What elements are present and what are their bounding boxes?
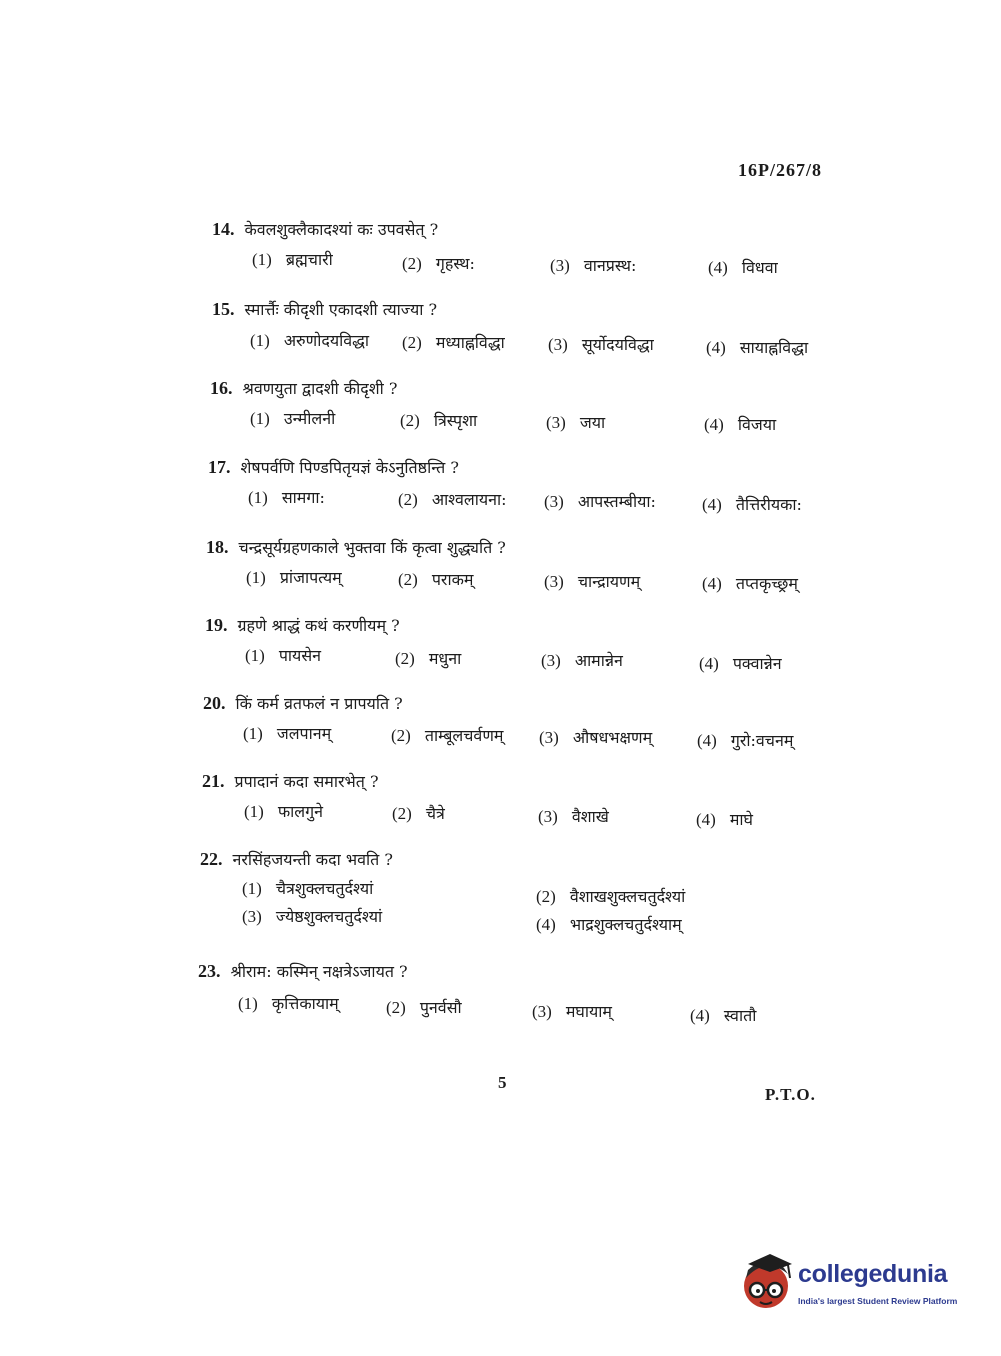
option-number: (4) (706, 338, 726, 357)
option-number: (1) (246, 568, 266, 587)
option-number: (3) (532, 1002, 552, 1021)
question-text: श्रीराम: कस्मिन् नक्षत्रेऽजायत ? (230, 962, 408, 981)
option-4 (699, 652, 782, 674)
option-number: (3) (544, 492, 564, 511)
option-3 (550, 254, 636, 276)
option-3 (548, 333, 654, 355)
page-number: 5 (498, 1073, 507, 1092)
option-4 (702, 572, 798, 594)
option-2 (398, 568, 473, 590)
option-text: मघायाम् (565, 1002, 612, 1021)
option-text: कृत्तिकायाम् (271, 994, 339, 1013)
paper-code: 16P/267/8 (738, 160, 822, 180)
question-text: किं कर्म व्रतफलं न प्रापयति ? (235, 694, 403, 713)
option-4 (690, 1004, 756, 1026)
option-text: विजया (737, 415, 777, 434)
option-4 (697, 729, 793, 751)
pto-label: P.T.O. (765, 1085, 816, 1104)
option-number: (1) (248, 488, 268, 507)
question-number: 19. (205, 615, 228, 635)
question-number: 20. (203, 693, 226, 713)
option-text: आश्वलायना: (431, 490, 507, 509)
option-number: (4) (708, 258, 728, 277)
option-text: चैत्रशुक्लचतुर्दश्यां (275, 879, 374, 898)
option-number: (4) (704, 415, 724, 434)
option-4 (696, 808, 753, 830)
option-3 (546, 411, 605, 433)
option-text: चान्द्रायणम् (577, 572, 641, 591)
option-1 (242, 877, 373, 899)
option-text: भाद्रशुक्लचतुर्दश्याम् (569, 915, 682, 934)
option-number: (2) (400, 411, 420, 430)
collegedunia-logo[interactable] (740, 1250, 970, 1320)
option-2 (402, 252, 475, 274)
option-1 (238, 992, 339, 1014)
option-4 (708, 256, 778, 278)
option-text: उन्मीलनी (283, 409, 336, 428)
option-2 (402, 331, 505, 353)
option-number: (2) (395, 649, 415, 668)
option-number: (4) (702, 574, 722, 593)
option-number: (2) (398, 490, 418, 509)
option-text: औषधभक्षणम् (572, 728, 653, 747)
option-number: (1) (238, 994, 258, 1013)
question-text: केवलशुक्लैकादश्यां कः उपवसेत् ? (244, 220, 439, 239)
option-text: सूर्योदयविद्धा (581, 335, 654, 354)
option-number: (2) (391, 726, 411, 745)
option-number: (3) (541, 651, 561, 670)
option-text: पायसेन (278, 646, 322, 665)
option-text: वानप्रस्थ: (583, 256, 637, 275)
option-number: (3) (544, 572, 564, 591)
option-number: (2) (386, 998, 406, 1017)
option-number: (3) (550, 256, 570, 275)
option-text: प्रांजापत्यम् (279, 568, 342, 587)
question-number: 15. (212, 299, 235, 319)
option-number: (2) (536, 887, 556, 906)
option-text: पुनर्वसौ (419, 998, 462, 1017)
option-number: (2) (392, 804, 412, 823)
option-1 (244, 800, 323, 822)
option-2 (398, 488, 507, 510)
option-text: आपस्तम्बीया: (577, 492, 656, 511)
option-text: आमान्नेन (574, 651, 623, 670)
option-number: (1) (250, 409, 270, 428)
question-number: 16. (210, 378, 233, 398)
option-number: (3) (538, 807, 558, 826)
option-number: (4) (696, 810, 716, 829)
option-1 (246, 566, 342, 588)
question-text: ग्रहणे श्राद्धं कथं करणीयम् ? (237, 616, 400, 635)
option-4 (704, 413, 776, 435)
option-1 (250, 329, 369, 351)
question-number: 18. (206, 537, 229, 557)
option-2 (392, 802, 445, 824)
option-number: (3) (539, 728, 559, 747)
option-4 (702, 493, 802, 515)
option-number: (4) (702, 495, 722, 514)
option-3 (532, 1000, 612, 1022)
option-number: (4) (536, 915, 556, 934)
question-text: चन्द्रसूर्यग्रहणकाले भुक्तवा किं कृत्वा शुद्ध्यति ? (238, 538, 506, 557)
option-text: त्रिस्पृशा (433, 411, 478, 430)
option-text: सामगा: (281, 488, 325, 507)
option-text: चैत्रे (425, 804, 445, 823)
option-number: (2) (402, 254, 422, 273)
option-text: सायाह्नविद्धा (739, 338, 809, 357)
option-text: गुरो:वचनम् (730, 731, 794, 750)
option-text: जया (579, 413, 606, 432)
question-text: स्मार्त्तैः कीदृशी एकादशी त्याज्या ? (244, 300, 438, 319)
option-3 (544, 570, 640, 592)
option-number: (1) (242, 879, 262, 898)
question-text: श्रवणयुता द्वादशी कीदृशी ? (242, 379, 398, 398)
logo-tagline: India's largest Student Review Platform (798, 1296, 958, 1306)
option-text: गृहस्थ: (435, 254, 475, 273)
option-2 (395, 647, 461, 669)
option-number: (1) (244, 802, 264, 821)
option-number: (4) (699, 654, 719, 673)
question-number: 14. (212, 219, 235, 239)
option-text: ब्रह्मचारी (285, 250, 333, 269)
question-number: 22. (200, 849, 223, 869)
option-number: (2) (398, 570, 418, 589)
option-number: (4) (690, 1006, 710, 1025)
option-text: ज्येष्ठशुक्लचतुर्दश्यां (275, 907, 383, 926)
option-text: मध्याह्नविद्धा (435, 333, 505, 352)
option-text: स्वातौ (723, 1006, 757, 1025)
option-3 (541, 649, 623, 671)
question-number: 17. (208, 457, 231, 477)
option-text: पराकम् (431, 570, 474, 589)
option-number: (3) (548, 335, 568, 354)
option-1 (248, 486, 325, 508)
option-2 (391, 724, 503, 746)
option-number: (1) (252, 250, 272, 269)
question-text: शेषपर्वणि पिण्डपितृयज्ञं केऽनुतिष्ठन्ति ? (240, 458, 459, 477)
question-text: नरसिंहजयन्ती कदा भवति ? (232, 850, 393, 869)
option-number: (1) (243, 724, 263, 743)
question-number: 21. (202, 771, 225, 791)
mascot-icon (740, 1250, 798, 1320)
option-number: (4) (697, 731, 717, 750)
option-text: अरुणोदयविद्धा (283, 331, 370, 350)
option-3 (539, 726, 652, 748)
option-2 (400, 409, 477, 431)
option-text: तैत्तिरीयका: (735, 495, 802, 514)
option-text: मधुना (428, 649, 462, 668)
question-number: 23. (198, 961, 221, 981)
option-3 (242, 905, 382, 927)
option-text: जलपानम् (276, 724, 332, 743)
option-text: ताम्बूलचर्वणम् (424, 726, 504, 745)
option-1 (245, 644, 321, 666)
option-2 (536, 885, 685, 907)
option-text: पक्वान्नेन (732, 654, 782, 673)
option-4 (706, 336, 808, 358)
question-text: प्रपादानं कदा समारभेत् ? (234, 772, 379, 791)
option-number: (2) (402, 333, 422, 352)
option-text: वैशाखे (571, 807, 609, 826)
option-3 (538, 805, 609, 827)
option-1 (243, 722, 331, 744)
option-text: विधवा (741, 258, 778, 277)
option-number: (3) (546, 413, 566, 432)
option-text: वैशाखशुक्लचतुर्दश्यां (569, 887, 686, 906)
option-text: फालगुने (277, 802, 324, 821)
option-text: माघे (729, 810, 753, 829)
option-1 (250, 407, 335, 429)
option-text: तप्तकृच्छ्रम् (735, 574, 798, 593)
option-number: (1) (250, 331, 270, 350)
option-4 (536, 913, 682, 935)
option-1 (252, 248, 333, 270)
option-number: (1) (245, 646, 265, 665)
option-number: (3) (242, 907, 262, 926)
logo-brand: collegedunia (798, 1260, 948, 1288)
option-3 (544, 490, 656, 512)
option-2 (386, 996, 462, 1018)
